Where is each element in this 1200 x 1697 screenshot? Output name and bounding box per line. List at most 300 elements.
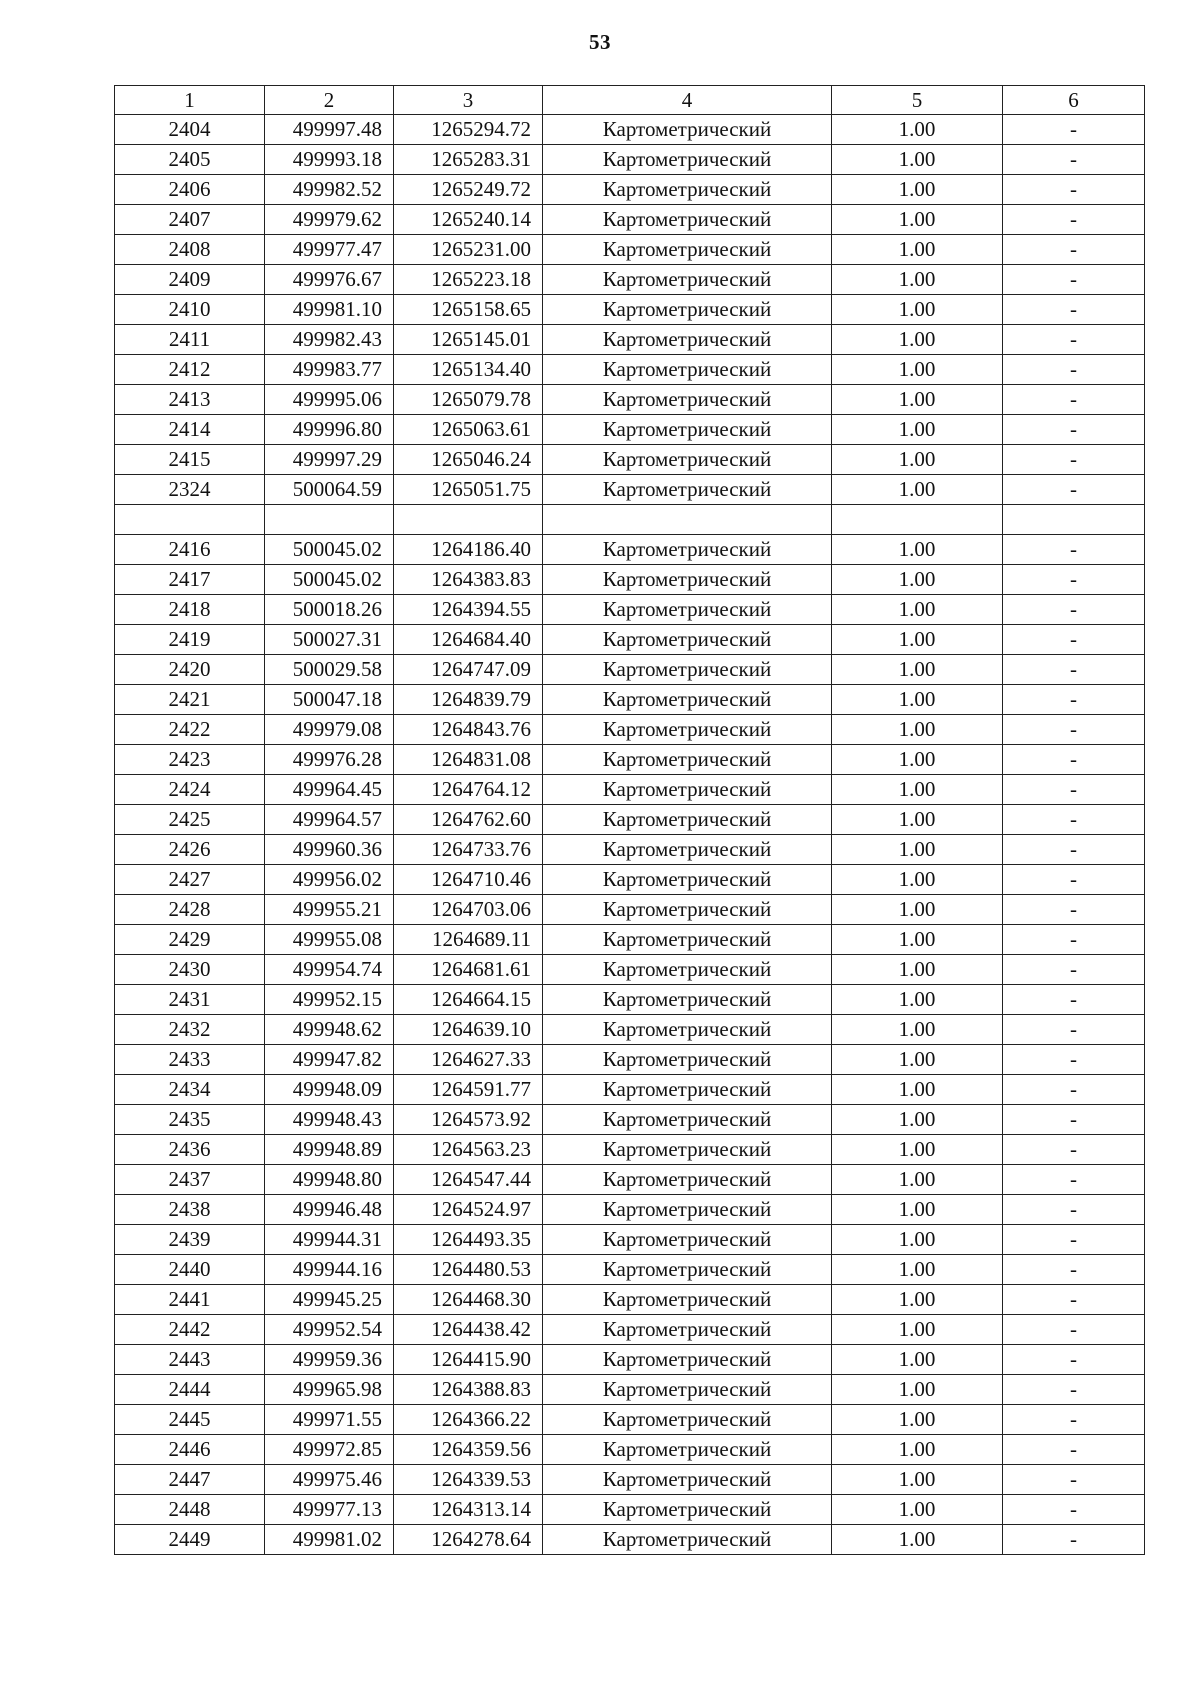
empty-cell (832, 505, 1003, 535)
table-row (115, 385, 1145, 415)
y-coordinate-cell: 1264547.44 (394, 1165, 543, 1195)
point-number-cell: 2429 (115, 925, 265, 955)
x-coordinate-cell: 499948.09 (265, 1075, 394, 1105)
accuracy-cell: 1.00 (832, 1405, 1003, 1435)
x-coordinate-cell: 499965.98 (265, 1375, 394, 1405)
accuracy-cell: 1.00 (832, 1135, 1003, 1165)
note-cell: - (1003, 955, 1145, 985)
note-cell: - (1003, 655, 1145, 685)
point-number-cell: 2406 (115, 175, 265, 205)
method-cell: Картометрический (543, 685, 832, 715)
y-coordinate-cell: 1264664.15 (394, 985, 543, 1015)
y-coordinate-cell: 1264839.79 (394, 685, 543, 715)
x-coordinate-cell: 500045.02 (265, 535, 394, 565)
y-coordinate-cell: 1264591.77 (394, 1075, 543, 1105)
y-coordinate-cell: 1264438.42 (394, 1315, 543, 1345)
note-cell: - (1003, 1105, 1145, 1135)
point-number-cell: 2405 (115, 145, 265, 175)
note-cell: - (1003, 925, 1145, 955)
note-cell: - (1003, 1465, 1145, 1495)
point-number-cell: 2428 (115, 895, 265, 925)
point-number-cell: 2410 (115, 295, 265, 325)
table-row (115, 295, 1145, 325)
page-number: 53 (589, 30, 611, 54)
method-cell: Картометрический (543, 1075, 832, 1105)
x-coordinate-cell: 499955.21 (265, 895, 394, 925)
x-coordinate-cell: 499971.55 (265, 1405, 394, 1435)
method-cell: Картометрический (543, 145, 832, 175)
x-coordinate-cell: 499959.36 (265, 1345, 394, 1375)
table-row (115, 1045, 1145, 1075)
note-cell: - (1003, 805, 1145, 835)
accuracy-cell: 1.00 (832, 835, 1003, 865)
accuracy-cell: 1.00 (832, 1015, 1003, 1045)
method-cell: Картометрический (543, 1465, 832, 1495)
method-cell: Картометрический (543, 1285, 832, 1315)
column-header-2: 2 (265, 86, 394, 115)
x-coordinate-cell: 499979.08 (265, 715, 394, 745)
table-row (115, 985, 1145, 1015)
method-cell: Картометрический (543, 1525, 832, 1555)
point-number-cell: 2448 (115, 1495, 265, 1525)
method-cell: Картометрический (543, 295, 832, 325)
x-coordinate-cell: 499948.89 (265, 1135, 394, 1165)
method-cell: Картометрический (543, 745, 832, 775)
accuracy-cell: 1.00 (832, 115, 1003, 145)
y-coordinate-cell: 1264681.61 (394, 955, 543, 985)
x-coordinate-cell: 500018.26 (265, 595, 394, 625)
y-coordinate-cell: 1264703.06 (394, 895, 543, 925)
y-coordinate-cell: 1264339.53 (394, 1465, 543, 1495)
y-coordinate-cell: 1265223.18 (394, 265, 543, 295)
table-row (115, 895, 1145, 925)
note-cell: - (1003, 685, 1145, 715)
y-coordinate-cell: 1265046.24 (394, 445, 543, 475)
y-coordinate-cell: 1264573.92 (394, 1105, 543, 1135)
note-cell: - (1003, 535, 1145, 565)
column-header-5: 5 (832, 86, 1003, 115)
y-coordinate-cell: 1264493.35 (394, 1225, 543, 1255)
method-cell: Картометрический (543, 985, 832, 1015)
y-coordinate-cell: 1264394.55 (394, 595, 543, 625)
x-coordinate-cell: 499964.57 (265, 805, 394, 835)
table-row (115, 655, 1145, 685)
method-cell: Картометрический (543, 955, 832, 985)
x-coordinate-cell: 499944.31 (265, 1225, 394, 1255)
y-coordinate-cell: 1265240.14 (394, 205, 543, 235)
note-cell: - (1003, 595, 1145, 625)
point-number-cell: 2408 (115, 235, 265, 265)
point-number-cell: 2431 (115, 985, 265, 1015)
y-coordinate-cell: 1265283.31 (394, 145, 543, 175)
method-cell: Картометрический (543, 205, 832, 235)
point-number-cell: 2436 (115, 1135, 265, 1165)
y-coordinate-cell: 1265294.72 (394, 115, 543, 145)
table-row (115, 595, 1145, 625)
method-cell: Картометрический (543, 1375, 832, 1405)
table-row (115, 205, 1145, 235)
method-cell: Картометрический (543, 265, 832, 295)
accuracy-cell: 1.00 (832, 205, 1003, 235)
note-cell: - (1003, 1315, 1145, 1345)
y-coordinate-cell: 1264831.08 (394, 745, 543, 775)
accuracy-cell: 1.00 (832, 325, 1003, 355)
x-coordinate-cell: 499997.29 (265, 445, 394, 475)
method-cell: Картометрический (543, 355, 832, 385)
accuracy-cell: 1.00 (832, 385, 1003, 415)
point-number-cell: 2409 (115, 265, 265, 295)
y-coordinate-cell: 1264684.40 (394, 625, 543, 655)
y-coordinate-cell: 1264747.09 (394, 655, 543, 685)
accuracy-cell: 1.00 (832, 415, 1003, 445)
table-body (115, 115, 1145, 1555)
method-cell: Картометрический (543, 115, 832, 145)
point-number-cell: 2413 (115, 385, 265, 415)
accuracy-cell: 1.00 (832, 145, 1003, 175)
method-cell: Картометрический (543, 175, 832, 205)
point-number-cell: 2426 (115, 835, 265, 865)
accuracy-cell: 1.00 (832, 1315, 1003, 1345)
note-cell: - (1003, 1135, 1145, 1165)
y-coordinate-cell: 1264480.53 (394, 1255, 543, 1285)
point-number-cell: 2435 (115, 1105, 265, 1135)
point-number-cell: 2404 (115, 115, 265, 145)
x-coordinate-cell: 500047.18 (265, 685, 394, 715)
x-coordinate-cell: 500045.02 (265, 565, 394, 595)
point-number-cell: 2417 (115, 565, 265, 595)
accuracy-cell: 1.00 (832, 625, 1003, 655)
method-cell: Картометрический (543, 445, 832, 475)
accuracy-cell: 1.00 (832, 1255, 1003, 1285)
note-cell: - (1003, 865, 1145, 895)
point-number-cell: 2434 (115, 1075, 265, 1105)
note-cell: - (1003, 1045, 1145, 1075)
accuracy-cell: 1.00 (832, 445, 1003, 475)
y-coordinate-cell: 1265249.72 (394, 175, 543, 205)
note-cell: - (1003, 445, 1145, 475)
x-coordinate-cell: 499948.43 (265, 1105, 394, 1135)
note-cell: - (1003, 1225, 1145, 1255)
note-cell: - (1003, 835, 1145, 865)
y-coordinate-cell: 1264468.30 (394, 1285, 543, 1315)
point-number-cell: 2439 (115, 1225, 265, 1255)
table-row (115, 1015, 1145, 1045)
empty-cell (543, 505, 832, 535)
point-number-cell: 2418 (115, 595, 265, 625)
x-coordinate-cell: 499977.47 (265, 235, 394, 265)
point-number-cell: 2430 (115, 955, 265, 985)
y-coordinate-cell: 1264383.83 (394, 565, 543, 595)
accuracy-cell: 1.00 (832, 655, 1003, 685)
x-coordinate-cell: 499983.77 (265, 355, 394, 385)
note-cell: - (1003, 1165, 1145, 1195)
accuracy-cell: 1.00 (832, 355, 1003, 385)
table-row (115, 325, 1145, 355)
method-cell: Картометрический (543, 1225, 832, 1255)
accuracy-cell: 1.00 (832, 1075, 1003, 1105)
empty-cell (115, 505, 265, 535)
method-cell: Картометрический (543, 655, 832, 685)
x-coordinate-cell: 500027.31 (265, 625, 394, 655)
table-row (115, 715, 1145, 745)
x-coordinate-cell: 499947.82 (265, 1045, 394, 1075)
table-row (115, 355, 1145, 385)
note-cell: - (1003, 625, 1145, 655)
accuracy-cell: 1.00 (832, 1345, 1003, 1375)
note-cell: - (1003, 415, 1145, 445)
method-cell: Картометрический (543, 835, 832, 865)
table-row (115, 805, 1145, 835)
note-cell: - (1003, 1255, 1145, 1285)
accuracy-cell: 1.00 (832, 565, 1003, 595)
y-coordinate-cell: 1264524.97 (394, 1195, 543, 1225)
table-row (115, 1345, 1145, 1375)
method-cell: Картометрический (543, 1165, 832, 1195)
y-coordinate-cell: 1264186.40 (394, 535, 543, 565)
x-coordinate-cell: 499996.80 (265, 415, 394, 445)
point-number-cell: 2420 (115, 655, 265, 685)
note-cell: - (1003, 1015, 1145, 1045)
accuracy-cell: 1.00 (832, 1465, 1003, 1495)
table-row (115, 1165, 1145, 1195)
point-number-cell: 2416 (115, 535, 265, 565)
point-number-cell: 2414 (115, 415, 265, 445)
point-number-cell: 2442 (115, 1315, 265, 1345)
header-row (115, 86, 1145, 115)
table-row (115, 145, 1145, 175)
table-row (115, 235, 1145, 265)
note-cell: - (1003, 1195, 1145, 1225)
point-number-cell: 2427 (115, 865, 265, 895)
x-coordinate-cell: 499960.36 (265, 835, 394, 865)
table-row (115, 625, 1145, 655)
x-coordinate-cell: 499995.06 (265, 385, 394, 415)
table-row (115, 1435, 1145, 1465)
point-number-cell: 2441 (115, 1285, 265, 1315)
x-coordinate-cell: 499972.85 (265, 1435, 394, 1465)
table-row (115, 1525, 1145, 1555)
accuracy-cell: 1.00 (832, 895, 1003, 925)
table-row (115, 925, 1145, 955)
table-row (115, 445, 1145, 475)
table-row (115, 1375, 1145, 1405)
accuracy-cell: 1.00 (832, 595, 1003, 625)
table-row (115, 535, 1145, 565)
method-cell: Картометрический (543, 475, 832, 505)
x-coordinate-cell: 499964.45 (265, 775, 394, 805)
method-cell: Картометрический (543, 565, 832, 595)
note-cell: - (1003, 235, 1145, 265)
note-cell: - (1003, 895, 1145, 925)
point-number-cell: 2447 (115, 1465, 265, 1495)
y-coordinate-cell: 1265134.40 (394, 355, 543, 385)
method-cell: Картометрический (543, 1255, 832, 1285)
y-coordinate-cell: 1264764.12 (394, 775, 543, 805)
point-number-cell: 2412 (115, 355, 265, 385)
table-row (115, 1285, 1145, 1315)
note-cell: - (1003, 115, 1145, 145)
method-cell: Картометрический (543, 1195, 832, 1225)
note-cell: - (1003, 1075, 1145, 1105)
table-row (115, 565, 1145, 595)
point-number-cell: 2443 (115, 1345, 265, 1375)
method-cell: Картометрический (543, 1435, 832, 1465)
y-coordinate-cell: 1264627.33 (394, 1045, 543, 1075)
x-coordinate-cell: 499944.16 (265, 1255, 394, 1285)
note-cell: - (1003, 1525, 1145, 1555)
accuracy-cell: 1.00 (832, 535, 1003, 565)
method-cell: Картометрический (543, 235, 832, 265)
table-row (115, 1135, 1145, 1165)
accuracy-cell: 1.00 (832, 1285, 1003, 1315)
point-number-cell: 2440 (115, 1255, 265, 1285)
x-coordinate-cell: 499948.80 (265, 1165, 394, 1195)
method-cell: Картометрический (543, 535, 832, 565)
accuracy-cell: 1.00 (832, 1225, 1003, 1255)
accuracy-cell: 1.00 (832, 955, 1003, 985)
accuracy-cell: 1.00 (832, 1435, 1003, 1465)
method-cell: Картометрический (543, 895, 832, 925)
y-coordinate-cell: 1264733.76 (394, 835, 543, 865)
table-row (115, 685, 1145, 715)
y-coordinate-cell: 1264278.64 (394, 1525, 543, 1555)
y-coordinate-cell: 1264366.22 (394, 1405, 543, 1435)
point-number-cell: 2421 (115, 685, 265, 715)
y-coordinate-cell: 1265079.78 (394, 385, 543, 415)
empty-cell (394, 505, 543, 535)
point-number-cell: 2419 (115, 625, 265, 655)
point-number-cell: 2424 (115, 775, 265, 805)
note-cell: - (1003, 145, 1145, 175)
method-cell: Картометрический (543, 715, 832, 745)
point-number-cell: 2411 (115, 325, 265, 355)
point-number-cell: 2432 (115, 1015, 265, 1045)
point-number-cell: 2446 (115, 1435, 265, 1465)
table-row (115, 1195, 1145, 1225)
point-number-cell: 2437 (115, 1165, 265, 1195)
y-coordinate-cell: 1264415.90 (394, 1345, 543, 1375)
method-cell: Картометрический (543, 1105, 832, 1135)
accuracy-cell: 1.00 (832, 1165, 1003, 1195)
method-cell: Картометрический (543, 805, 832, 835)
y-coordinate-cell: 1264639.10 (394, 1015, 543, 1045)
note-cell: - (1003, 175, 1145, 205)
x-coordinate-cell: 499997.48 (265, 115, 394, 145)
point-number-cell: 2422 (115, 715, 265, 745)
accuracy-cell: 1.00 (832, 265, 1003, 295)
x-coordinate-cell: 500029.58 (265, 655, 394, 685)
method-cell: Картометрический (543, 385, 832, 415)
note-cell: - (1003, 295, 1145, 325)
method-cell: Картометрический (543, 1015, 832, 1045)
point-number-cell: 2449 (115, 1525, 265, 1555)
method-cell: Картометрический (543, 1495, 832, 1525)
note-cell: - (1003, 475, 1145, 505)
table-row (115, 1495, 1145, 1525)
method-cell: Картометрический (543, 865, 832, 895)
group-separator-row (115, 505, 1145, 535)
table-row (115, 415, 1145, 445)
accuracy-cell: 1.00 (832, 235, 1003, 265)
x-coordinate-cell: 499982.52 (265, 175, 394, 205)
x-coordinate-cell: 499976.67 (265, 265, 394, 295)
empty-cell (1003, 505, 1145, 535)
column-header-3: 3 (394, 86, 543, 115)
table-header (115, 86, 1145, 115)
column-header-1: 1 (115, 86, 265, 115)
y-coordinate-cell: 1264689.11 (394, 925, 543, 955)
note-cell: - (1003, 1285, 1145, 1315)
y-coordinate-cell: 1264313.14 (394, 1495, 543, 1525)
table-row (115, 775, 1145, 805)
table-row (115, 955, 1145, 985)
method-cell: Картометрический (543, 415, 832, 445)
y-coordinate-cell: 1264710.46 (394, 865, 543, 895)
method-cell: Картометрический (543, 625, 832, 655)
point-number-cell: 2438 (115, 1195, 265, 1225)
accuracy-cell: 1.00 (832, 1525, 1003, 1555)
table-row (115, 1075, 1145, 1105)
x-coordinate-cell: 499948.62 (265, 1015, 394, 1045)
accuracy-cell: 1.00 (832, 1045, 1003, 1075)
accuracy-cell: 1.00 (832, 1105, 1003, 1135)
table-row (115, 115, 1145, 145)
accuracy-cell: 1.00 (832, 745, 1003, 775)
table-row (115, 1315, 1145, 1345)
note-cell: - (1003, 325, 1145, 355)
table-row (115, 175, 1145, 205)
x-coordinate-cell: 499976.28 (265, 745, 394, 775)
note-cell: - (1003, 385, 1145, 415)
point-number-cell: 2445 (115, 1405, 265, 1435)
note-cell: - (1003, 715, 1145, 745)
table-row (115, 835, 1145, 865)
table-row (115, 1225, 1145, 1255)
accuracy-cell: 1.00 (832, 1195, 1003, 1225)
y-coordinate-cell: 1265063.61 (394, 415, 543, 445)
note-cell: - (1003, 205, 1145, 235)
y-coordinate-cell: 1265158.65 (394, 295, 543, 325)
note-cell: - (1003, 265, 1145, 295)
method-cell: Картометрический (543, 775, 832, 805)
x-coordinate-cell: 499993.18 (265, 145, 394, 175)
accuracy-cell: 1.00 (832, 1495, 1003, 1525)
y-coordinate-cell: 1265051.75 (394, 475, 543, 505)
accuracy-cell: 1.00 (832, 175, 1003, 205)
accuracy-cell: 1.00 (832, 775, 1003, 805)
accuracy-cell: 1.00 (832, 805, 1003, 835)
x-coordinate-cell: 499975.46 (265, 1465, 394, 1495)
note-cell: - (1003, 985, 1145, 1015)
note-cell: - (1003, 775, 1145, 805)
y-coordinate-cell: 1264388.83 (394, 1375, 543, 1405)
note-cell: - (1003, 745, 1145, 775)
table-row (115, 475, 1145, 505)
point-number-cell: 2324 (115, 475, 265, 505)
table-row (115, 265, 1145, 295)
note-cell: - (1003, 1435, 1145, 1465)
note-cell: - (1003, 1495, 1145, 1525)
x-coordinate-cell: 499977.13 (265, 1495, 394, 1525)
accuracy-cell: 1.00 (832, 685, 1003, 715)
method-cell: Картометрический (543, 325, 832, 355)
x-coordinate-cell: 499955.08 (265, 925, 394, 955)
y-coordinate-cell: 1265231.00 (394, 235, 543, 265)
accuracy-cell: 1.00 (832, 865, 1003, 895)
method-cell: Картометрический (543, 1345, 832, 1375)
note-cell: - (1003, 1345, 1145, 1375)
x-coordinate-cell: 499956.02 (265, 865, 394, 895)
